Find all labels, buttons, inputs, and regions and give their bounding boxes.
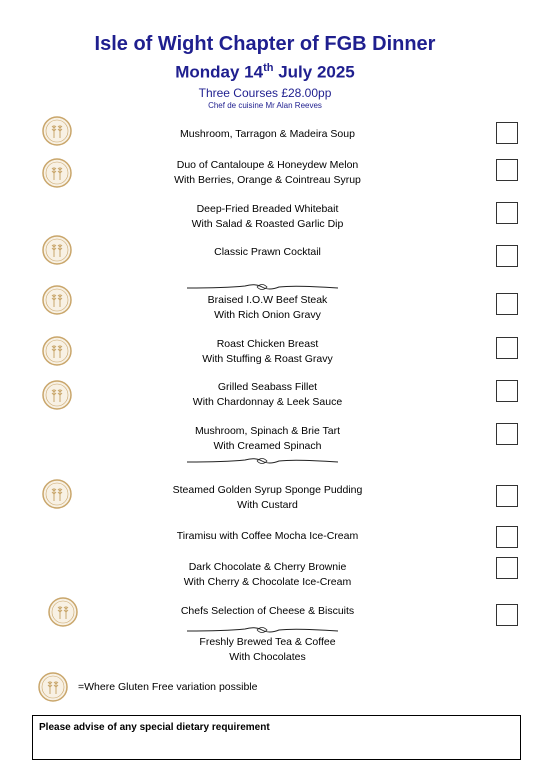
page-title: Isle of Wight Chapter of FGB Dinner (94, 33, 436, 55)
wheat-icon (42, 235, 72, 265)
scroll-divider-icon (185, 455, 340, 467)
gluten-free-legend: =Where Gluten Free variation possible (78, 681, 258, 693)
dietary-note: Please advise of any special dietary requirement (39, 722, 270, 733)
chef-credit: Chef de cuisine Mr Alan Reeves (208, 101, 322, 110)
menu-item: Grilled Seabass Fillet With Chardonnay & Leek Sauce (192, 381, 343, 408)
scroll-divider-icon (185, 281, 340, 293)
wheat-icon (42, 158, 72, 188)
wheat-icon (42, 285, 72, 315)
menu-item: Dark Chocolate & Cherry Brownie With Cherry & Chocolate Ice-Cream (183, 561, 352, 588)
menu-checkbox[interactable] (496, 604, 518, 626)
wheat-icon (38, 672, 68, 702)
menu-item: Roast Chicken Breast With Stuffing & Roast Gravy (202, 338, 333, 365)
menu-item: Steamed Golden Syrup Sponge Pudding With Custard (172, 484, 363, 511)
menu-checkbox[interactable] (496, 122, 518, 144)
menu-checkbox[interactable] (496, 159, 518, 181)
menu-checkbox[interactable] (496, 380, 518, 402)
menu-item: Tiramisu with Coffee Mocha Ice-Cream (176, 530, 359, 542)
wheat-icon (42, 380, 72, 410)
menu-item: Braised I.O.W Beef Steak With Rich Onion Gravy (207, 294, 328, 321)
menu-checkbox[interactable] (496, 557, 518, 579)
menu-item: Mushroom, Tarragon & Madeira Soup (180, 128, 355, 140)
menu-checkbox[interactable] (496, 485, 518, 507)
scroll-divider-icon (185, 624, 340, 636)
menu-item: Deep-Fried Breaded Whitebait With Salad & Roasted Garlic Dip (191, 203, 344, 230)
menu-item: Chefs Selection of Cheese & Biscuits (180, 605, 355, 617)
menu-checkbox[interactable] (496, 337, 518, 359)
menu-item: Freshly Brewed Tea & Coffee With Chocolates (199, 636, 336, 663)
menu-checkbox[interactable] (496, 423, 518, 445)
menu-price: Three Courses £28.00pp (198, 86, 332, 100)
menu-checkbox[interactable] (496, 245, 518, 267)
menu-checkbox[interactable] (496, 526, 518, 548)
menu-checkbox[interactable] (496, 202, 518, 224)
wheat-icon (42, 336, 72, 366)
menu-item: Duo of Cantaloupe & Honeydew Melon With Berries, Orange & Cointreau Syrup (174, 159, 361, 186)
menu-checkbox[interactable] (496, 293, 518, 315)
event-date: Monday 14th July 2025 (175, 62, 355, 82)
dietary-requirements-field[interactable] (32, 715, 521, 760)
menu-item: Mushroom, Spinach & Brie Tart With Creamed Spinach (194, 425, 341, 452)
wheat-icon (42, 116, 72, 146)
wheat-icon (42, 479, 72, 509)
menu-item: Classic Prawn Cocktail (214, 246, 321, 258)
wheat-icon (48, 597, 78, 627)
